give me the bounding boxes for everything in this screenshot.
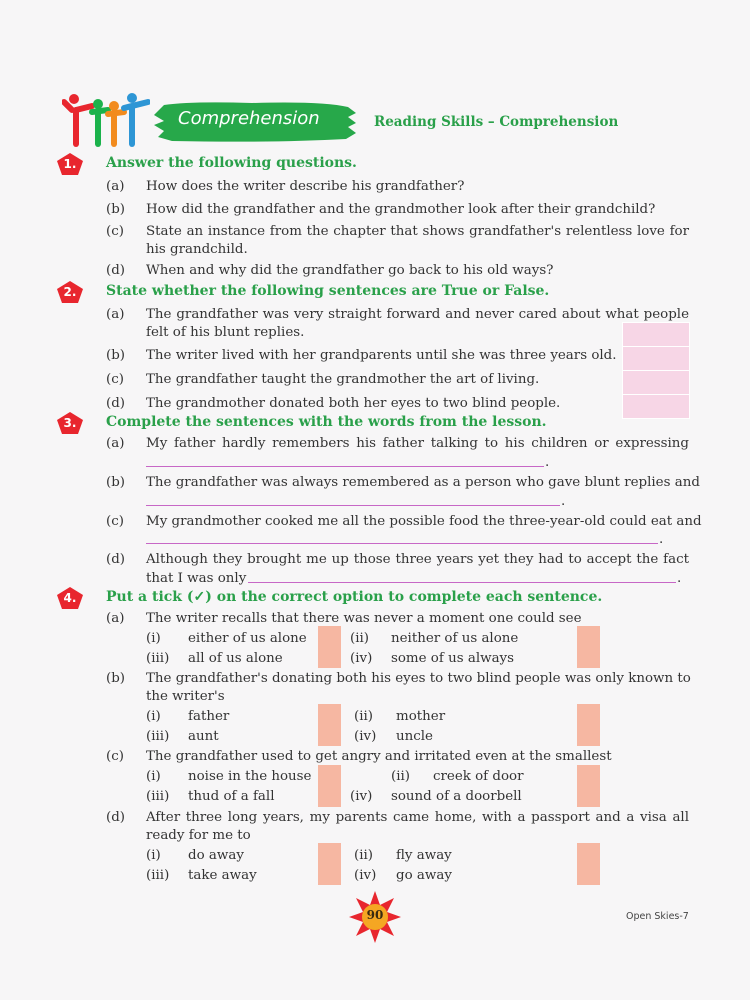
item-label: (d) (106, 810, 126, 825)
item-label: (c) (106, 224, 124, 239)
option-text: either of us alone (188, 631, 307, 646)
tick-box[interactable] (577, 843, 600, 885)
sentence-text: The grandfather was always remembered as a person who gave blunt replies and (146, 475, 700, 490)
item-label: (a) (106, 179, 125, 194)
option-text: creek of door (433, 769, 524, 784)
tick-box[interactable] (318, 765, 341, 807)
question-number-badge: 4. (57, 587, 83, 609)
answer-blank-line[interactable] (146, 505, 560, 506)
true-false-box[interactable] (622, 394, 690, 419)
true-false-box[interactable] (622, 346, 690, 371)
item-label: (c) (106, 372, 124, 387)
question-text: The grandfather used to get angry and irritated even at the smallest (146, 749, 612, 764)
option-label: (iv) (354, 868, 377, 883)
option-label: (iii) (146, 729, 170, 744)
question-heading: Complete the sentences with the words from the lesson. (106, 414, 547, 430)
question-text-cont: his grandchild. (146, 242, 248, 257)
item-label: (b) (106, 348, 126, 363)
item-label: (d) (106, 396, 126, 411)
question-text-cont: the writer's (146, 689, 225, 704)
true-false-box[interactable] (622, 322, 690, 347)
tick-box[interactable] (577, 704, 600, 746)
option-text: mother (396, 709, 446, 724)
sentence-text: Although they brought me up those three years yet they had to accept the fact (146, 552, 689, 567)
option-text: take away (188, 868, 257, 883)
answer-blank-line[interactable] (248, 582, 676, 583)
option-text: some of us always (391, 651, 514, 666)
option-label: (ii) (354, 848, 374, 863)
option-text: neither of us alone (391, 631, 519, 646)
item-label: (a) (106, 611, 125, 626)
question-text: After three long years, my parents came home, with a passport and a visa all (146, 810, 689, 825)
option-label: (i) (146, 769, 161, 784)
tick-box[interactable] (318, 843, 341, 885)
question-text: When and why did the grandfather go back to his old ways? (146, 263, 554, 278)
option-text: thud of a fall (188, 789, 275, 804)
answer-blank-line[interactable] (146, 466, 544, 467)
option-label: (iii) (146, 868, 170, 883)
book-title: Open Skies-7 (626, 911, 689, 922)
answer-blank-line[interactable] (146, 543, 658, 544)
page-number: 90 (366, 908, 384, 922)
sentence-text: My father hardly remembers his father talking to his children or expressing (146, 436, 689, 451)
tick-box[interactable] (318, 626, 341, 668)
true-false-box[interactable] (622, 370, 690, 395)
option-text: father (188, 709, 230, 724)
item-label: (c) (106, 749, 124, 764)
statement-text: The grandmother donated both her eyes to two blind people. (146, 396, 561, 411)
banner-label: Comprehension (178, 108, 320, 129)
option-label: (iv) (350, 789, 373, 804)
option-label: (i) (146, 631, 161, 646)
option-label: (iii) (146, 651, 170, 666)
question-heading: Answer the following questions. (106, 155, 357, 171)
statement-text: The writer lived with her grandparents until she was three years old. (146, 348, 617, 363)
sentence-period: . (545, 455, 550, 470)
option-label: (i) (146, 709, 161, 724)
item-label: (b) (106, 671, 126, 686)
item-label: (b) (106, 202, 126, 217)
option-label: (iv) (354, 729, 377, 744)
option-text: aunt (188, 729, 219, 744)
question-text-cont: ready for me to (146, 828, 251, 843)
question-text: State an instance from the chapter that shows grandfather's relentless love for (146, 224, 689, 239)
option-label: (iv) (350, 651, 373, 666)
item-label: (d) (106, 552, 126, 567)
question-text: How did the grandfather and the grandmother look after their grandchild? (146, 202, 656, 217)
question-number-badge: 3. (57, 412, 83, 434)
sentence-period: . (561, 494, 566, 509)
item-label: (c) (106, 514, 124, 529)
option-text: do away (188, 848, 244, 863)
option-text: noise in the house (188, 769, 312, 784)
option-text: go away (396, 868, 452, 883)
statement-text-cont: felt of his blunt replies. (146, 325, 305, 340)
sentence-period: . (677, 571, 682, 586)
tick-box[interactable] (577, 765, 600, 807)
question-text: How does the writer describe his grandfather? (146, 179, 465, 194)
sentence-text: My grandmother cooked me all the possible food the three-year-old could eat and (146, 514, 702, 529)
item-label: (d) (106, 263, 126, 278)
option-label: (iii) (146, 789, 170, 804)
option-label: (ii) (350, 631, 370, 646)
question-text: The grandfather's donating both his eyes to two blind people was only known to (146, 671, 691, 686)
sentence-period: . (659, 532, 664, 547)
section-title: Reading Skills – Comprehension (374, 114, 619, 130)
option-text: fly away (396, 848, 452, 863)
question-number-badge: 1. (57, 153, 83, 175)
question-heading: State whether the following sentences are True or False. (106, 283, 550, 299)
option-label: (ii) (354, 709, 374, 724)
children-logo-icon (62, 92, 150, 148)
tick-box[interactable] (318, 704, 341, 746)
item-label: (b) (106, 475, 126, 490)
option-label: (i) (146, 848, 161, 863)
question-text: The writer recalls that there was never a moment one could see (146, 611, 582, 626)
statement-text: The grandfather was very straight forward and never cared about what people (146, 307, 689, 322)
statement-text: The grandfather taught the grandmother the art of living. (146, 372, 540, 387)
item-label: (a) (106, 436, 125, 451)
option-text: all of us alone (188, 651, 283, 666)
question-number-badge: 2. (57, 281, 83, 303)
option-text: sound of a doorbell (391, 789, 522, 804)
tick-box[interactable] (577, 626, 600, 668)
sentence-text-cont: that I was only (146, 571, 247, 586)
item-label: (a) (106, 307, 125, 322)
question-heading: Put a tick (✓) on the correct option to complete each sentence. (106, 589, 603, 605)
option-label: (ii) (391, 769, 411, 784)
option-text: uncle (396, 729, 433, 744)
